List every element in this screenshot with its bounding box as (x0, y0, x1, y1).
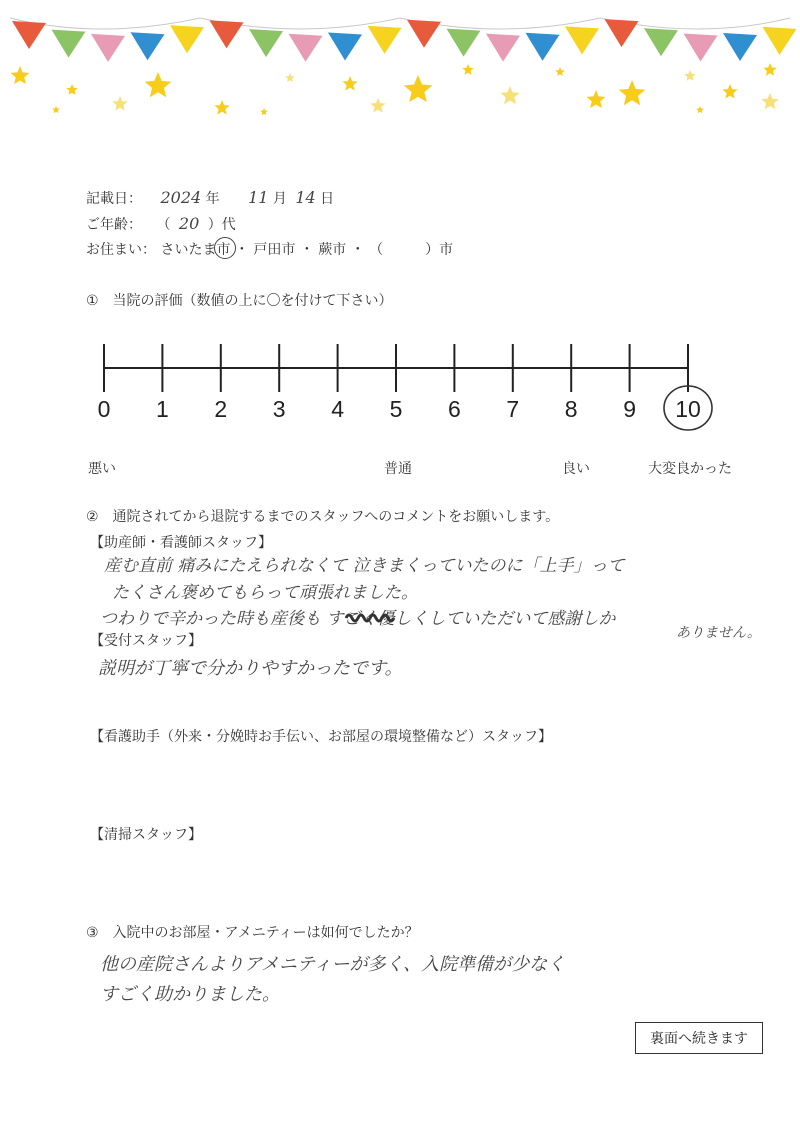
bunting-flag (526, 33, 560, 61)
star-icon (684, 70, 695, 81)
section2-title: ② 通院されてから退院するまでのスタッフへのコメントをお願いします。 (86, 509, 560, 525)
amenity-comment-line-1: 他の産院さんよりアメニティーが多く、入院準備が少なく (100, 954, 566, 975)
bunting-flag (644, 28, 678, 56)
scribbled-out-text (344, 610, 400, 626)
scale-number-4: 4 (331, 396, 344, 422)
bunting-stars-decoration (0, 0, 800, 140)
date-month-unit: 月 (272, 191, 287, 207)
bunting-flag (289, 34, 323, 62)
bunting-flag (368, 26, 402, 54)
date-month: 11 (248, 188, 269, 207)
age-value: 20 (178, 214, 200, 233)
star-icon (763, 63, 776, 76)
date-day-unit: 日 (320, 191, 335, 207)
scale-number-2: 2 (214, 396, 228, 422)
bunting-flag (328, 32, 362, 60)
age-open-paren: （ (156, 217, 171, 233)
date-year: 2024 (160, 188, 202, 207)
amenity-comment-line-2: すごく助かりました。 (100, 984, 280, 1005)
scale-number-0: 0 (97, 396, 111, 422)
bunting-flag (407, 20, 441, 48)
midwife-comment-line-3: つわりで辛かった時も産後も すごく優しくしていただいて感謝しか (100, 609, 616, 629)
star-icon (462, 64, 473, 75)
scale-label-normal: 普通 (384, 461, 412, 477)
bunting-flag (605, 19, 639, 47)
star-icon (214, 100, 229, 115)
residence-row: お住まい： さいたま市 ・ 戸田市 ・ 蕨市 ・ （ ）市 (86, 242, 454, 258)
star-icon (11, 66, 30, 84)
date-label: 記載日： (86, 191, 142, 207)
residence-option-warabi: 蕨市 (318, 242, 347, 258)
star-icon (66, 84, 77, 95)
star-icon (587, 90, 606, 108)
scale-number-9: 9 (623, 396, 636, 422)
midwife-comment-line-1: 産む直前 痛みにたえられなくて 泣きまくっていたのに「上手」って (104, 556, 625, 576)
bunting-flag (91, 34, 125, 62)
bunting-flag (131, 32, 165, 60)
star-icon (52, 106, 60, 113)
reception-staff-label: 【受付スタッフ】 (90, 633, 202, 649)
age-row (86, 214, 236, 234)
bunting-flag (249, 29, 283, 57)
bunting-flag (210, 20, 244, 48)
cleaning-staff-label: 【清掃スタッフ】 (90, 827, 202, 843)
residence-label: お住まい： (86, 242, 156, 258)
star-icon (112, 96, 127, 111)
age-close-paren: ）代 (207, 217, 236, 233)
residence-option-other: （ ）市 (369, 242, 454, 258)
bunting-flag (763, 27, 797, 55)
scale-number-3: 3 (272, 396, 286, 422)
midwife-comment-line-4: ありません。 (676, 625, 761, 641)
scale-number-1: 1 (156, 396, 169, 422)
star-icon (342, 76, 357, 91)
date-year-unit: 年 (205, 191, 220, 207)
selected-rating-circle (664, 386, 712, 430)
assistant-staff-label: 【看護助手（外来・分娩時お手伝い、お部屋の環境整備など）スタッフ】 (90, 729, 552, 745)
date-day: 14 (295, 188, 316, 207)
scale-label-very-good: 大変良かった (648, 461, 732, 477)
scale-label-good: 良い (562, 461, 590, 477)
residence-selected-circle (214, 237, 236, 259)
star-icon (145, 72, 172, 97)
midwife-comment-line-2: たくさん褒めてもらって頑張れました。 (112, 583, 418, 603)
continue-on-back-label: 裏面へ続きます (650, 1031, 748, 1047)
star-icon (696, 106, 704, 113)
star-icon (722, 84, 737, 99)
age-label: ご年齢： (86, 217, 142, 233)
star-icon (761, 93, 778, 109)
scale-number-6: 6 (448, 396, 461, 422)
star-icon (285, 73, 295, 82)
star-icon (619, 80, 646, 105)
residence-option-saitama: さいたま市 (160, 242, 231, 258)
bunting-flag (486, 34, 520, 62)
continue-on-back-box (635, 1022, 763, 1054)
bunting-flag (447, 29, 481, 57)
midwife-staff-label: 【助産師・看護師スタッフ】 (90, 535, 272, 551)
star-icon (370, 98, 385, 113)
scale-label-bad: 悪い (88, 461, 116, 477)
scale-number-7: 7 (506, 396, 520, 422)
date-row (86, 188, 334, 208)
bunting-flag (12, 21, 46, 49)
bunting-flag (565, 26, 599, 54)
scale-number-5: 5 (389, 396, 403, 422)
scale-number-8: 8 (564, 396, 578, 422)
bunting-flag (684, 33, 718, 61)
section3-title: ③ 入院中のお部屋・アメニティーは如何でしたか？ (86, 925, 419, 941)
bunting-flag (170, 25, 204, 53)
star-icon (501, 86, 520, 104)
star-icon (404, 75, 433, 102)
bunting-flag (723, 33, 757, 61)
section1-title: ① 当院の評価（数値の上に〇を付けて下さい） (86, 293, 393, 309)
star-icon (555, 67, 565, 76)
residence-option-toda: 戸田市 (253, 242, 296, 258)
scale-number-10: 10 (675, 396, 701, 422)
reception-comment-line-1: 説明が丁寧で分かりやすかったです。 (98, 658, 403, 679)
bunting-flag (52, 30, 86, 58)
star-icon (260, 108, 268, 115)
